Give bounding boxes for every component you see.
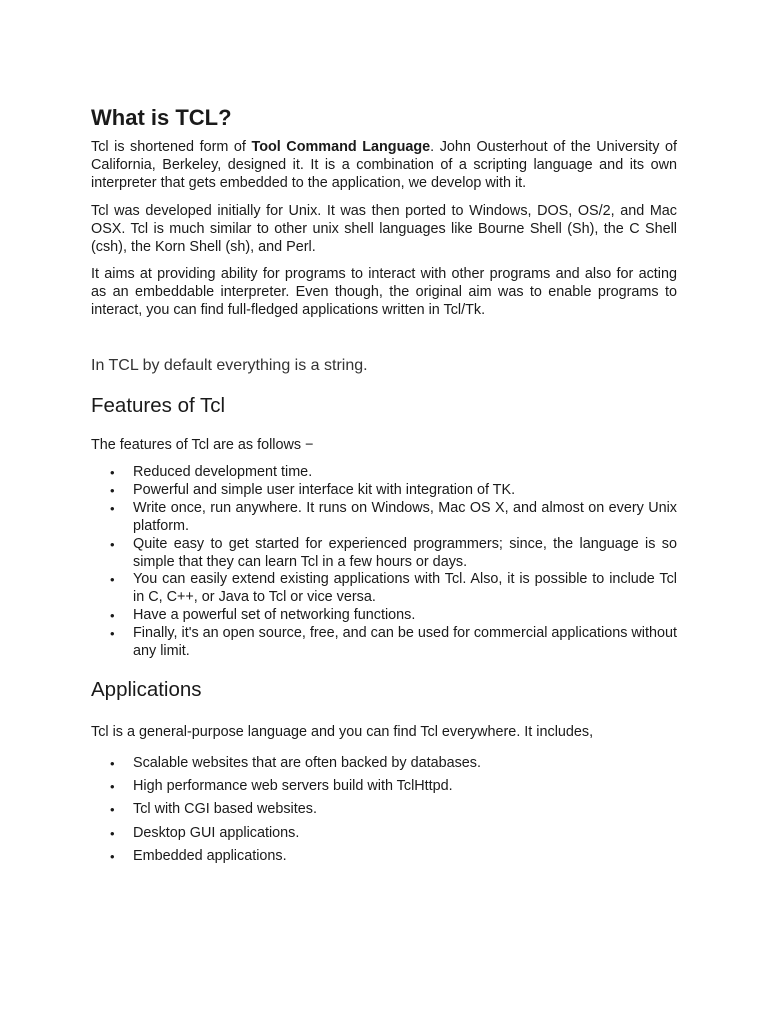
bullet-icon: • [110, 848, 115, 864]
list-item [91, 571, 677, 607]
list-item [91, 625, 677, 661]
bullet-icon: • [110, 825, 115, 841]
list-item-text: Desktop GUI applications. [133, 824, 300, 841]
bullet-icon: • [110, 465, 115, 480]
paragraph-aims: It aims at providing ability for programs to interact with other programs and also for acting as an embeddable interpreter. Even though, the original aim was to enable programs to interact, you can find full-fledged applications written in Tcl/Tk. [91, 266, 677, 319]
list-item [91, 778, 677, 796]
features-list [91, 464, 677, 661]
page-title: What is TCL? [91, 105, 232, 130]
list-item-text: Quite easy to get started for experienced programmers; since, the language is so simple that they can learn Tcl in a few hours or days. [133, 535, 677, 570]
list-item-text: Write once, run anywhere. It runs on Windows, Mac OS X, and almost on every Unix platform. [133, 499, 677, 534]
list-item [91, 848, 677, 866]
list-item [91, 825, 677, 843]
list-item [91, 536, 677, 572]
list-item-text: Tcl with CGI based websites. [133, 801, 317, 818]
applications-list [91, 755, 677, 871]
string-note: In TCL by default everything is a string. [91, 357, 368, 374]
list-item-text: Have a powerful set of networking functions. [133, 607, 416, 624]
paragraph-history: Tcl was developed initially for Unix. It was then ported to Windows, DOS, OS/2, and Mac OSX. Tcl is much similar to other unix shell languages like Bourne Shell (Sh), the C Shell (csh), the Korn Shell (sh), and Perl. [91, 203, 677, 256]
bullet-icon: • [110, 756, 115, 771]
paragraph-intro-post: . John Ousterhout of the University of California, Berkeley, designed it. It is a combination of a scripting language and its own interpreter that gets embedded to the application, we develop with it. [91, 139, 677, 192]
applications-heading: Applications [91, 678, 202, 701]
list-item [91, 801, 677, 819]
bullet-icon: • [110, 626, 115, 642]
list-item [91, 607, 677, 625]
paragraph-intro-pre: Tcl is shortened form of [91, 139, 252, 155]
list-item-text: Embedded applications. [133, 847, 287, 864]
paragraph-intro [91, 138, 677, 193]
features-heading: Features of Tcl [91, 394, 226, 417]
bullet-icon: • [110, 802, 115, 818]
list-item [91, 482, 677, 500]
bullet-icon: • [110, 500, 115, 516]
list-item-text: Powerful and simple user interface kit with integration of TK. [133, 481, 516, 498]
list-item-text: High performance web servers build with TclHttpd. [133, 778, 453, 795]
bullet-icon: • [110, 536, 115, 552]
list-item-text: Scalable websites that are often backed by databases. [133, 755, 481, 771]
list-item [91, 755, 677, 773]
bullet-icon: • [110, 608, 115, 624]
list-item-text: Finally, it's an open source, free, and can be used for commercial applications without any limit. [133, 625, 678, 660]
list-item [91, 464, 677, 482]
bullet-icon: • [110, 572, 115, 588]
bullet-icon: • [110, 482, 115, 498]
applications-lead: Tcl is a general-purpose language and you can find Tcl everywhere. It includes, [91, 724, 594, 740]
list-item-text: You can easily extend existing applications with Tcl. Also, it is possible to include Tcl in C, C++, or Java to Tcl or vice versa. [133, 571, 677, 606]
features-lead: The features of Tcl are as follows − [91, 437, 314, 453]
list-item [91, 500, 677, 536]
paragraph-intro-bold: Tool Command Language [251, 139, 431, 155]
list-item-text: Reduced development time. [133, 464, 313, 480]
bullet-icon: • [110, 779, 115, 795]
